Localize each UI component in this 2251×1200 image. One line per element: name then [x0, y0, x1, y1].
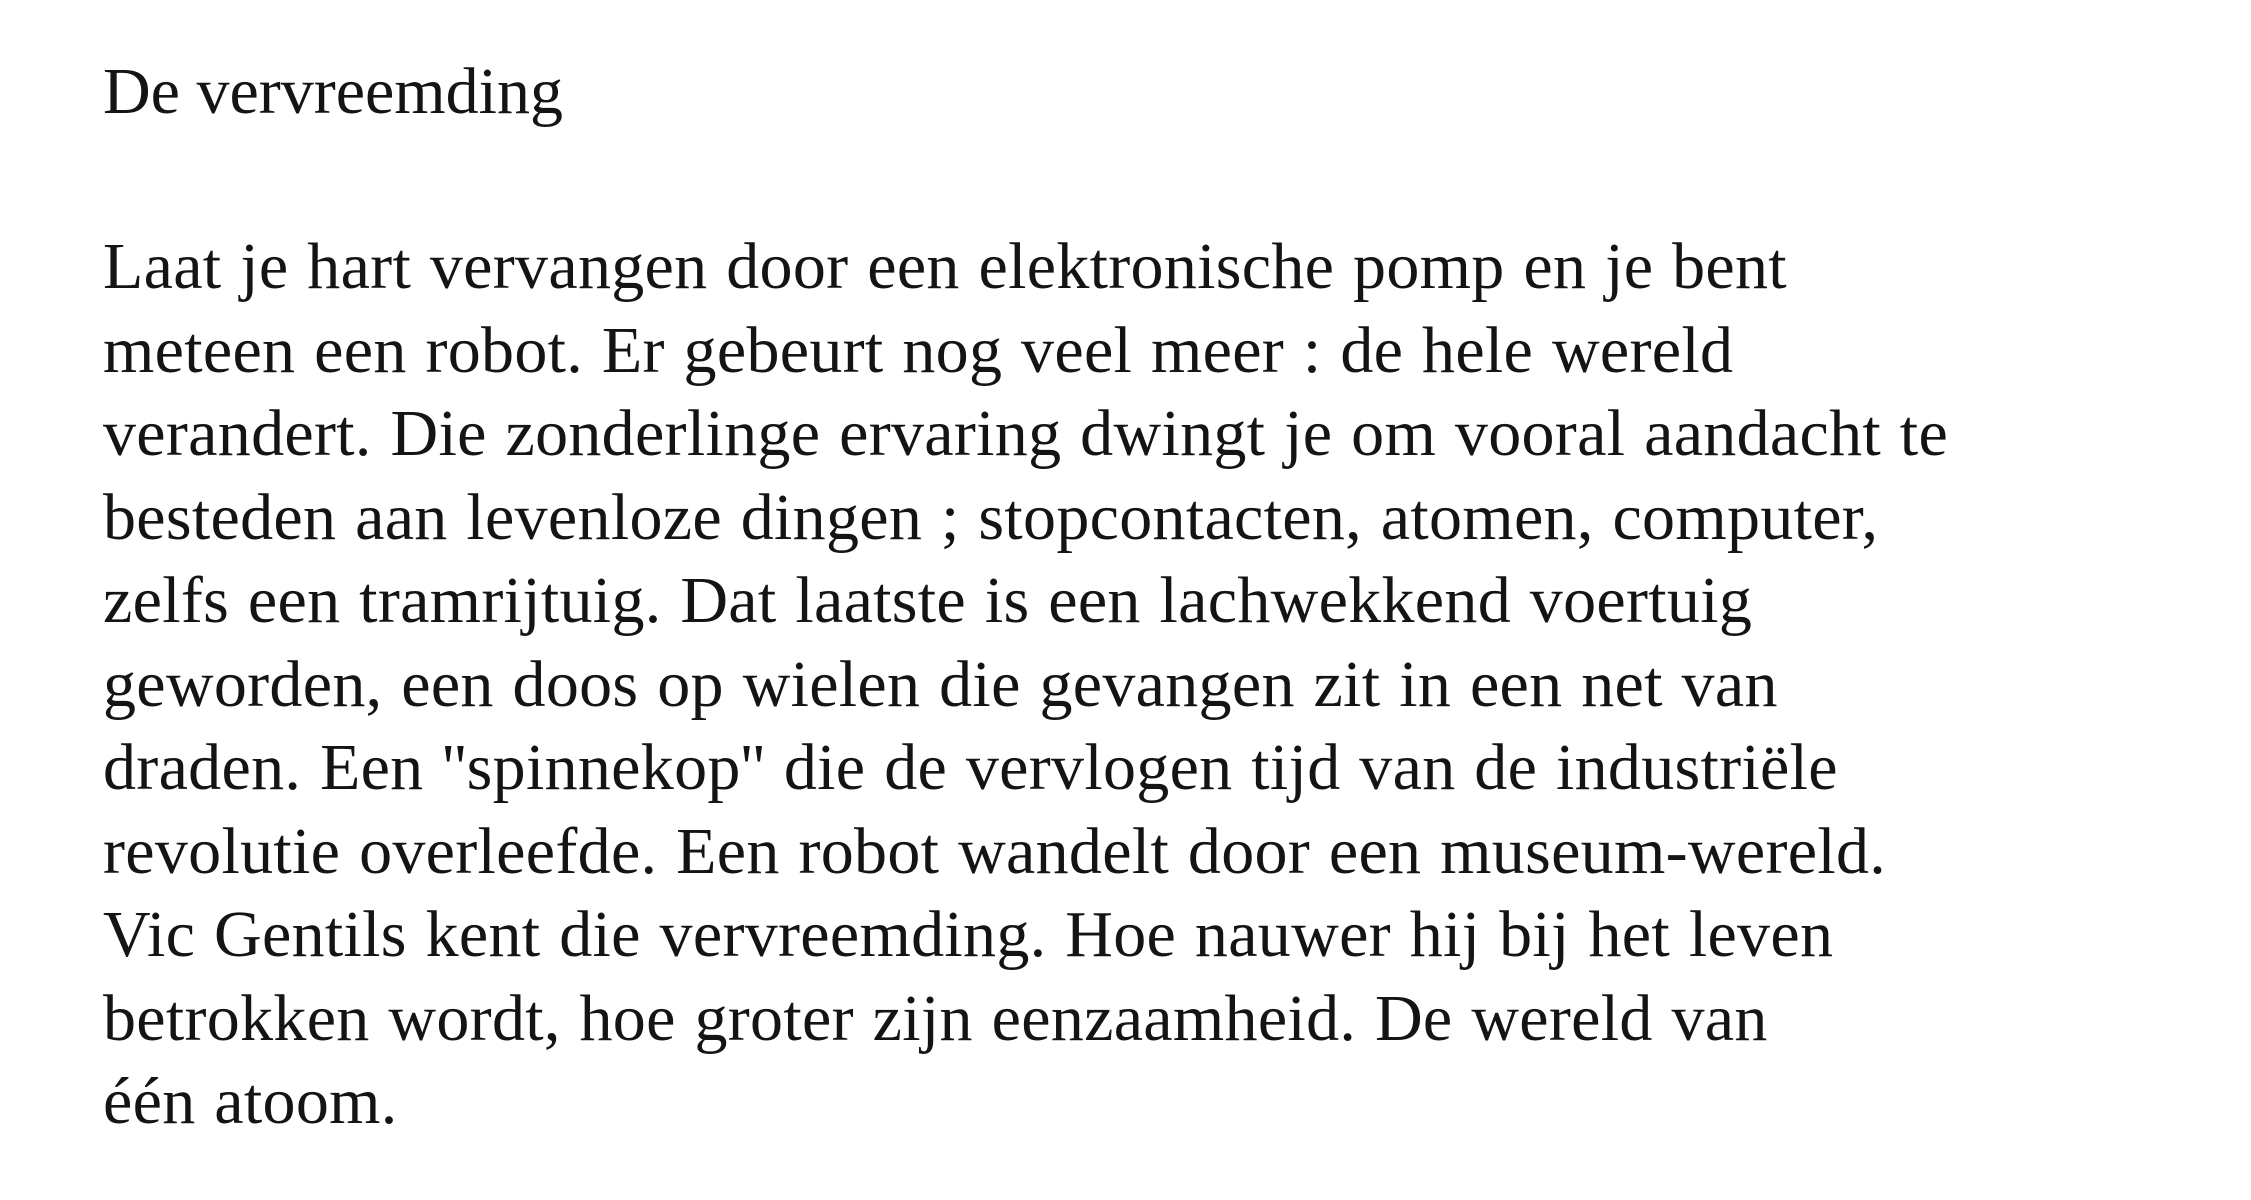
paragraph-line: revolutie overleefde. Een robot wandelt door een museum-wereld.	[103, 814, 1887, 888]
paragraph-line: Laat je hart vervangen door een elektronische pomp en je bent	[103, 230, 1787, 303]
paragraph-line: één atoom.	[103, 1065, 398, 1138]
paragraph-line: Vic Gentils kent die vervreemding. Hoe nauwer hij bij het leven	[103, 898, 1834, 971]
paragraph-line: geworden, een doos op wielen die gevangen zit in een net van	[103, 647, 1778, 721]
paragraph-line: draden. Een ''spinnekop'' die de vervlogen tijd van de industriële	[103, 731, 1838, 804]
paragraph-line: betrokken wordt, hoe groter zijn eenzaamheid. De wereld van	[103, 981, 1768, 1055]
paragraph-line: meteen een robot. Er gebeurt nog veel meer : de hele wereld	[103, 313, 1734, 387]
paragraph-line: besteden aan levenloze dingen ; stopcontacten, atomen, computer,	[103, 480, 1879, 554]
paragraph-line: verandert. Die zonderlinge ervaring dwingt je om vooral aandacht te	[103, 397, 1949, 470]
body-paragraph	[103, 225, 2203, 1144]
page-title: De vervreemding	[103, 55, 563, 128]
paragraph-line: zelfs een tramrijtuig. Dat laatste is een lachwekkend voertuig	[103, 564, 1753, 637]
